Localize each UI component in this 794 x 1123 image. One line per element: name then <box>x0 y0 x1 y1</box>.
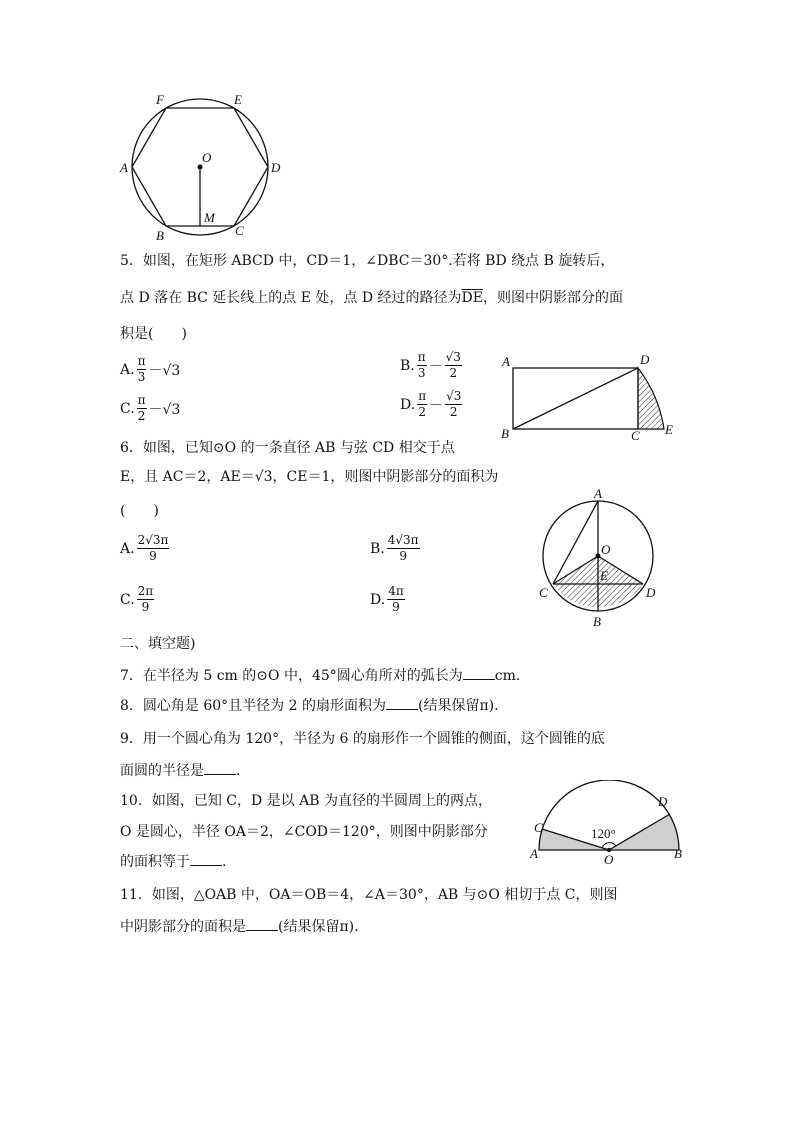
q6-d-prefix: D. <box>370 591 386 608</box>
q11-line2-text: 中阴影部分的面积是 <box>120 919 246 935</box>
q6-d-num: 4π <box>388 584 404 598</box>
q10-semicircle-figure <box>528 780 690 872</box>
q6-fig-label-B: B <box>593 614 601 629</box>
q5-b-den: 3 <box>417 366 426 380</box>
q5-b-frac2 <box>445 350 462 381</box>
q9-line2-text: 面圆的半径是 <box>120 763 204 779</box>
q6-line3: ( ) <box>120 503 159 519</box>
q5-b-minus: － <box>428 358 443 375</box>
section-fill-blank-title: 二、填空题) <box>120 636 196 652</box>
q6-line1: 6．如图，已知⊙O 的一条直径 AB 与弦 CD 相交于点 <box>120 440 455 456</box>
q5-d-frac1 <box>417 389 427 420</box>
label-M: M <box>204 210 215 225</box>
q5-b-frac1 <box>417 350 427 381</box>
q5-c-rest: －√3 <box>148 401 181 418</box>
q11-note: (结果保留π). <box>278 919 359 935</box>
q6-option-c[interactable] <box>120 584 156 615</box>
q8-text: 8．圆心角是 60°且半径为 2 的扇形面积为 <box>120 698 386 714</box>
label-D: D <box>271 160 281 175</box>
q6-fig-label-E: E <box>600 568 608 583</box>
q5-b-num2: √3 <box>445 350 461 364</box>
q5-d-minus: － <box>429 397 444 414</box>
q5-line2-text: 点 D 落在 BC 延长线上的点 E 处，点 D 经过的路径为 <box>120 290 462 306</box>
q5-c-num: π <box>137 393 146 407</box>
q6-option-d[interactable] <box>370 584 407 615</box>
label-F: F <box>156 92 164 107</box>
q5-line2b-text: ，则图中阴影部分的面 <box>482 290 623 306</box>
q5-fig-label-B: B <box>501 426 509 441</box>
q5-d-prefix: D. <box>400 396 416 413</box>
q11-blank[interactable] <box>246 918 278 931</box>
q5-a-rest: －√3 <box>148 362 181 379</box>
q6-c-frac <box>137 584 155 615</box>
q6-a-num: 2√3π <box>137 533 169 547</box>
q5-c-prefix: C. <box>120 400 135 417</box>
label-C: C <box>235 223 244 238</box>
q5-c-frac <box>137 393 147 424</box>
q6-fig-label-A: A <box>594 486 602 501</box>
q7 <box>120 665 520 685</box>
q9-line1: 9．用一个圆心角为 120°，半径为 6 的扇形作一个圆锥的侧面，这个圆锥的底 <box>120 731 605 747</box>
q5-a-num: π <box>137 354 146 368</box>
q6-fig-label-O: O <box>601 542 611 557</box>
q5-fig-label-A: A <box>502 354 510 369</box>
q10-line3-text: 的面积等于 <box>120 854 190 870</box>
q5-a-den: 3 <box>137 370 146 384</box>
q10-line1: 10．如图，已知 C，D 是以 AB 为直径的半圆周上的两点， <box>120 793 492 809</box>
q6-d-den: 9 <box>392 600 400 614</box>
q5-d-frac2 <box>445 389 462 420</box>
q6-a-frac <box>137 533 170 564</box>
q6-option-b[interactable] <box>370 533 422 564</box>
q5-d-den: 2 <box>418 405 426 419</box>
q9-blank[interactable] <box>204 762 236 775</box>
q8 <box>120 695 499 715</box>
q10-fig-label-angle: 120° <box>591 826 616 841</box>
q5-option-a[interactable] <box>120 354 180 385</box>
q5-fig-label-E: E <box>665 422 673 437</box>
q5-line1: 5．如图，在矩形 ABCD 中，CD＝1，∠DBC＝30°.若将 BD 绕点 B 旋转后， <box>120 253 615 269</box>
q5-a-frac <box>137 354 147 385</box>
q5-fig-label-D: D <box>640 352 650 367</box>
q5-rectangle-figure <box>498 350 688 442</box>
q10-blank[interactable] <box>190 853 222 866</box>
hexagon-figure <box>118 92 290 242</box>
q9-line2 <box>120 760 240 780</box>
q6-a-den: 9 <box>149 549 157 563</box>
q11-line1: 11．如图，△OAB 中，OA＝OB＝4，∠A＝30°，AB 与⊙O 相切于点 C，则图 <box>120 887 618 903</box>
label-B: B <box>156 228 164 242</box>
q5-line3: 积是( ) <box>120 326 187 342</box>
label-A: A <box>120 160 128 175</box>
q7-blank[interactable] <box>463 667 495 680</box>
q5-arc-label: $\overline{DE}$ <box>461 290 483 306</box>
q10-fig-label-B: B <box>674 846 682 861</box>
q10-fig-label-A: A <box>530 846 538 861</box>
q6-circle-figure <box>534 484 666 630</box>
q10-fig-label-D: D <box>658 794 668 809</box>
q5-d-den2: 2 <box>449 405 458 419</box>
q6-b-den: 9 <box>399 549 407 563</box>
q5-b-prefix: B. <box>400 357 415 374</box>
q5-d-num2: √3 <box>446 389 462 403</box>
q5-fig-label-C: C <box>631 428 640 442</box>
label-E: E <box>234 92 242 107</box>
label-O: O <box>202 150 212 165</box>
q5-option-c[interactable] <box>120 393 180 424</box>
q9-end: . <box>236 763 241 779</box>
q5-line2 <box>120 287 623 307</box>
q5-option-d[interactable] <box>400 389 464 420</box>
q8-note: (结果保留π). <box>417 698 499 714</box>
q6-c-num: 2π <box>137 584 154 598</box>
q6-a-prefix: A. <box>120 540 135 557</box>
q10-line2: O 是圆心，半径 OA＝2，∠COD＝120°，则图中阴影部分 <box>120 824 488 840</box>
q6-b-prefix: B. <box>370 540 385 557</box>
q7-text: 7．在半径为 5 cm 的⊙O 中，45°圆心角所对的弧长为 <box>120 668 463 684</box>
q10-fig-label-C: C <box>534 820 543 835</box>
q8-blank[interactable] <box>386 697 418 710</box>
q6-b-frac <box>387 533 420 564</box>
q5-d-num: π <box>418 389 427 403</box>
q10-end: . <box>222 854 227 870</box>
q7-unit: cm. <box>494 668 521 684</box>
q6-option-a[interactable] <box>120 533 171 564</box>
q5-b-den2: 2 <box>449 366 458 380</box>
q6-fig-label-D: D <box>646 585 656 600</box>
q5-b-num: π <box>417 350 426 364</box>
q6-d-frac <box>387 584 405 615</box>
q6-b-num: 4√3π <box>387 533 419 547</box>
q6-fig-label-C: C <box>539 585 548 600</box>
q11-line2 <box>120 916 359 936</box>
q10-line3 <box>120 851 226 871</box>
q5-c-den: 2 <box>137 409 146 423</box>
q6-c-prefix: C. <box>120 591 135 608</box>
q6-line2: E，且 AC＝2，AE＝√3，CE＝1，则图中阴影部分的面积为 <box>120 469 499 485</box>
q5-option-b[interactable] <box>400 350 464 381</box>
q6-c-den: 9 <box>141 600 150 614</box>
q10-fig-label-O: O <box>604 852 614 867</box>
q5-a-prefix: A. <box>120 361 135 378</box>
